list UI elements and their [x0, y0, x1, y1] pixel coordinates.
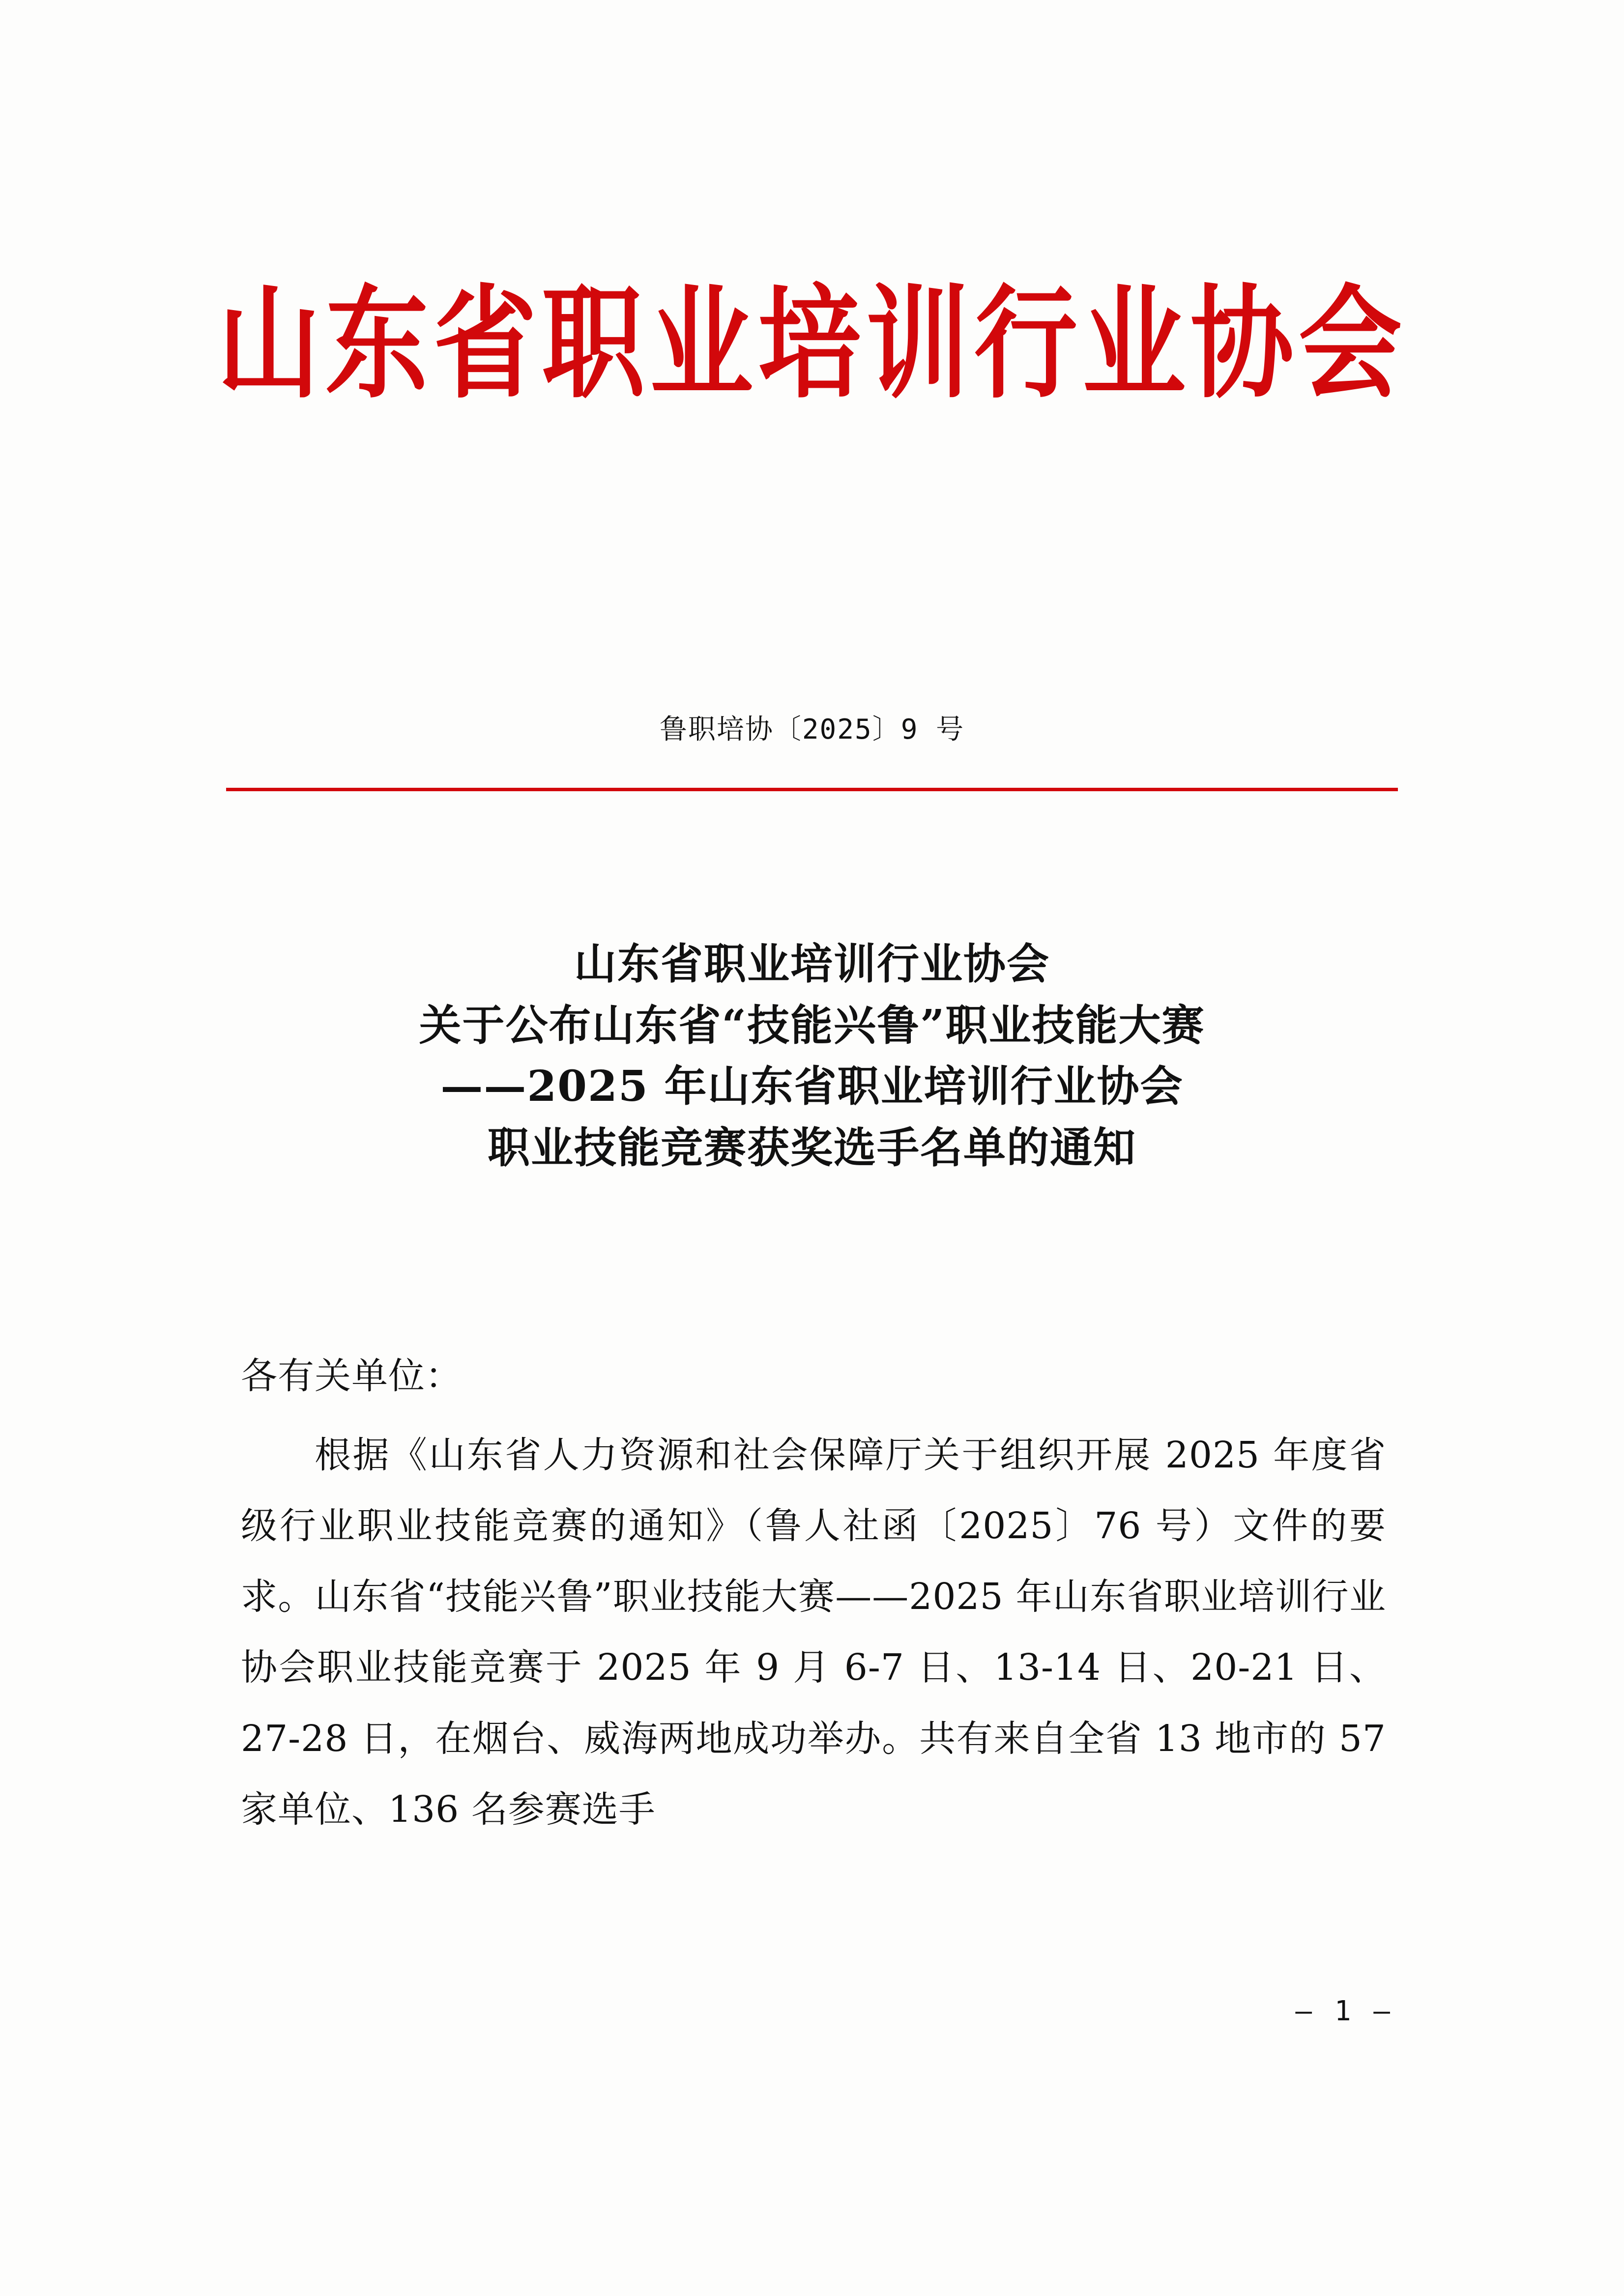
- red-divider-rule: [226, 788, 1398, 791]
- title-line-2: 关于公布山东省“技能兴鲁”职业技能大赛: [419, 1000, 1205, 1050]
- title-line-1: 山东省职业培训行业协会: [574, 939, 1050, 989]
- document-title: [0, 934, 1624, 1179]
- document-body: [241, 1342, 1386, 1845]
- title-line-3: ——2025 年山东省职业培训行业协会: [440, 1062, 1184, 1112]
- document-number: 鲁职培协〔2025〕9 号: [659, 714, 965, 746]
- letterhead: [0, 271, 1624, 415]
- page-number: — 1 —: [1295, 1995, 1393, 2027]
- body-paragraph-1: 根据《山东省人力资源和社会保障厅关于组织开展 2025 年度省级行业职业技能竞赛的通知》（鲁人社函〔2025〕76 号）文件的要求。山东省“技能兴鲁”职业技能大赛——2025 年山东省职业培训行业协会职业技能竞赛于 2025 年 9 月 6-7 日、13-14 日、20-21 日、27-28 日，在烟台、威海两地成功举办。共有来自全省 13 地市的 57 家单位、136 名参赛选手: [241, 1434, 1386, 1831]
- letterhead-organization-title: 山东省职业培训行业协会: [217, 271, 1407, 415]
- title-line-4: 职业技能竞赛获奖选手名单的通知: [488, 1123, 1136, 1173]
- salutation: 各有关单位：: [241, 1355, 462, 1397]
